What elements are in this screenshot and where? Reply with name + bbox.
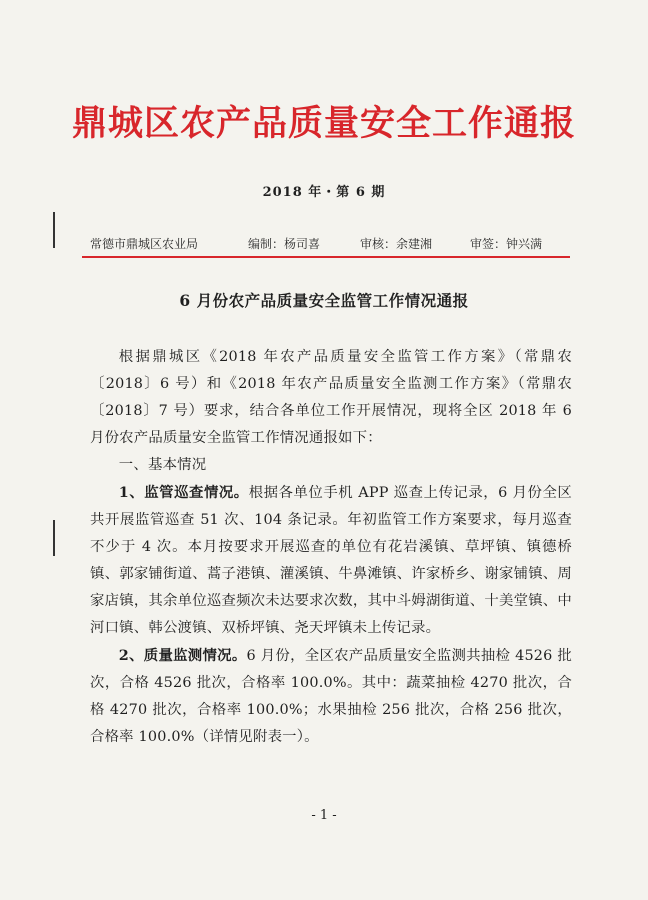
item-2-text: 6 月份，全区农产品质量安全监测共抽检 4526 批次，合格 4526 批次，合格率 100.0%。其中：蔬菜抽检 4270 批次，合格 4270 批次，合格率 100.0%；水果抽检 256 批次，合格 256 批次，合格率 100.0%（详情见附表一）。 — [90, 648, 572, 745]
masthead-title: 鼎城区农产品质量安全工作通报 — [71, 103, 576, 144]
paragraph-item-2 — [90, 642, 572, 751]
paragraph-item-1 — [90, 479, 572, 642]
editor: 编制：杨司喜 — [248, 237, 321, 251]
item-2-title: 2、质量监测情况。 — [118, 647, 247, 664]
page-number: - 1 - — [311, 808, 337, 823]
issuer: 常德市鼎城区农业局 — [90, 237, 199, 251]
item-1-text: 根据各单位手机 APP 巡查上传记录，6 月份全区共开展监管巡查 51 次、104 条记录。年初监管工作方案要求，每月巡查不少于 4 次。本月按要求开展巡查的单位有花岩溪镇、草坪镇、镇德桥镇、郭家铺街道、蒿子港镇、灌溪镇、牛鼻滩镇、许家桥乡、谢家铺镇、周家店镇，其余单位巡查频次未达要求次数，其中斗姆湖街道、十美堂镇、中河口镇、韩公渡镇、双桥坪镇、尧天坪镇未上传记录。 — [90, 485, 572, 636]
reviewer: 审核：余建湘 — [360, 237, 433, 251]
doc-title: 6 月份农产品质量安全监管工作情况通报 — [179, 291, 469, 310]
body-text — [90, 344, 572, 751]
issue-number: 2018 年・第 6 期 — [262, 185, 386, 200]
approver: 审签：钟兴满 — [470, 237, 543, 251]
section-heading: 一、基本情况 — [118, 457, 207, 473]
binding-mark — [53, 520, 55, 556]
intro-paragraph: 根据鼎城区《2018 年农产品质量安全监管工作方案》（常鼎农〔2018〕6 号）和《2018 年农产品质量安全监测工作方案》（常鼎农〔2018〕7 号）要求，结合各单位工作开展情况，现将全区 2018 年 6 月份农产品质量安全监管工作情况通报如下： — [90, 349, 572, 446]
item-1-title: 1、监管巡查情况。 — [118, 484, 249, 501]
red-divider — [82, 256, 570, 258]
binding-mark — [53, 212, 55, 248]
